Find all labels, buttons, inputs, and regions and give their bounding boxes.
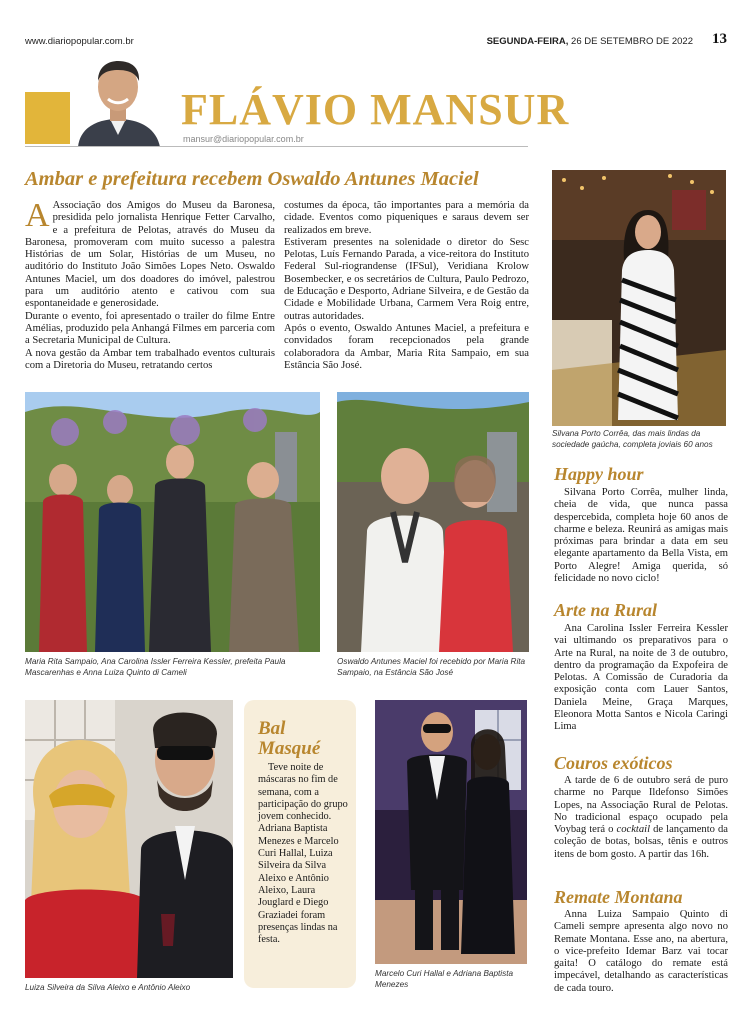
col2-paragraph-2: Estiveram presentes na solenidade o diretor do Sesc Pelotas, Luís Fernando Parada, a vice-reitora do Instituto Federal Sul-riograndense (IFSul), Veridiana Krolow Bosembecker, e os secretários de Cultura, Paulo Pedrozo, de Educação e Desporto, Adriane Silveira, e de Gestão da Cidade e Mobilidade Urbana, Carmem Vera Roig entre, outras autoridades.: [284, 236, 529, 322]
main-headline: Ambar e prefeitura recebem Oswaldo Antunes Maciel: [25, 168, 479, 190]
col1-paragraph-3: A nova gestão da Ambar tem trabalhado eventos culturais com a Diretoria do Museu, retratando certos: [25, 347, 275, 371]
columnist-email[interactable]: mansur@diariopopular.com.br: [183, 134, 304, 144]
col2-paragraph-1: costumes da época, tão importantes para a memória da cidade. Eventos como piqueniques e saraus devem ser realizados em breve.: [284, 200, 529, 236]
portrait-image: [70, 55, 166, 147]
photo-group: [25, 392, 320, 652]
columnist-portrait: [70, 55, 166, 147]
couros-paragraph: [554, 775, 728, 861]
page-number: 13: [712, 31, 727, 47]
photo-luiza: [25, 700, 233, 978]
photo-silvana-image: [552, 170, 726, 426]
photo-marcelo: [375, 700, 527, 964]
date-line: [487, 36, 693, 47]
weekday: SEGUNDA-FEIRA,: [486, 36, 569, 47]
remate-paragraph: Anna Luiza Sampaio Quinto di Cameli sempre apresenta algo novo no Remate Montana. Esse ano, na abertura, o vice-prefeito Idemar Barz vai tocar gaita! O catálogo do remate está impecável, detalhando as características de cada touro.: [554, 909, 728, 994]
section-title-couros-exoticos: Couros exóticos: [554, 753, 673, 773]
section-title-happy-hour: Happy hour: [554, 464, 644, 484]
couros-text-em: cocktail: [616, 824, 651, 836]
photo-marcelo-image: [375, 700, 527, 964]
photo-oswaldo: [337, 392, 529, 652]
arte-text: [554, 623, 728, 734]
main-story-column-1: [25, 197, 275, 372]
banner-divider: [25, 146, 528, 147]
main-story-column-2: [284, 200, 529, 372]
date: 26 DE SETEMBRO DE 2022: [571, 36, 693, 47]
columnist-name: FLÁVIO MANSUR: [181, 85, 570, 134]
site-url: www.diariopopular.com.br: [25, 36, 134, 47]
caption-luiza: Luiza Silveira da Silva Aleixo e Antônio Aleixo: [25, 983, 191, 992]
couros-text: [554, 775, 728, 861]
remate-text: [554, 909, 728, 995]
photo-group-image: [25, 392, 320, 652]
col1-paragraph-1: Associação dos Amigos do Museu da Baronesa, presidida pelo jornalista Henrique Fetter Carvalho, e a prefeitura de Pelotas, através do Museu da Baronesa, promoveram com muito sucesso a palestra Histórias de um Solar, Histórias de um Museu, no auditório do Instituto João Simões Lopes Neto. Oswaldo Antunes Maciel, um dos doadores do imóvel, palestrou para um auditório atento e cativou com sua espontaneidade e generosidade.: [25, 200, 275, 310]
photo-silvana: [552, 170, 726, 426]
arte-paragraph: Ana Carolina Issler Ferreira Kessler vai ultimando os preparativos para o Arte na Rural, na noite de 3 de outubro, dentro da programação da Expofeira de Pelotas. A Comissão de Curadoria da exposição conta com Lauer Santos, Daniela Meine, Graça Marques, Eleonora Motta Santos e Nicola Caringi Lima: [554, 623, 728, 733]
section-title-remate-montana: Remate Montana: [554, 887, 683, 907]
col2-paragraph-3: Após o evento, Oswaldo Antunes Maciel, a prefeitura e convidados foram recepcionados pela grande colaboradora da Ambar, Maria Rita Sampaio, em sua Estância São José.: [284, 322, 529, 371]
happy-hour-text: [554, 487, 728, 585]
caption-oswaldo: Oswaldo Antunes Maciel foi recebido por Maria Rita Sampaio, na Estância São José: [337, 657, 526, 677]
photo-oswaldo-image: [337, 392, 529, 652]
happy-hour-paragraph: Silvana Porto Corrêa, mulher linda, cheia de vida, que nunca passa despercebida, completa hoje 60 anos de charme e beleza. Reunirá as amigas mais próximas para brindar a data em seu elegante apartamento da Bella Vista, em Porto Alegre! Amiga querida, só felicidade no novo ciclo!: [554, 487, 728, 585]
drop-cap: A: [25, 197, 50, 234]
couros-text-b: de lançamento da coleção de botas, bolsas, tênis e outros itens de bom gosto. A partir das 16h.: [554, 824, 728, 860]
section-title-bal-masque: Bal Masqué: [258, 718, 321, 759]
bal-masque-text: [258, 762, 348, 946]
couros-text-a: A tarde de 6 de outubro será de puro charme no Parque Ildefonso Simões Lopes, na Associação Rural de Pelotas. No tradicional espaço ocupado pela Voybag terá o: [554, 775, 728, 836]
col1-paragraph-2: Durante o evento, foi apresentado o trailer do filme Entre Amélias, produzido pela Anhangá Filmes em parceria com a Secretaria Municipal de Cultura.: [25, 310, 275, 347]
bal-masque-paragraph: Teve noite de máscaras no fim de semana, com a participação do grupo jovem conhecido. Adriana Baptista Menezes e Marcelo Curi Hallal, Luiza Silveira da Silva Aleixo e Antônio Aleixo, Laura Jouglard e Diego Graziadei foram presenças lindas na festa.: [258, 762, 348, 946]
caption-silvana: Silvana Porto Corrêa, das mais lindas da sociedade gaúcha, completa joviais 60 anos: [552, 429, 713, 449]
photo-luiza-image: [25, 700, 233, 978]
section-title-arte-na-rural: Arte na Rural: [554, 600, 658, 620]
caption-group: Maria Rita Sampaio, Ana Carolina Issler Ferreira Kessler, prefeita Paula Mascarenhas e Anna Luiza Quinto di Cameli: [25, 657, 286, 677]
caption-marcelo: Marcelo Curi Hallal e Adriana Baptista Menezes: [375, 969, 514, 989]
